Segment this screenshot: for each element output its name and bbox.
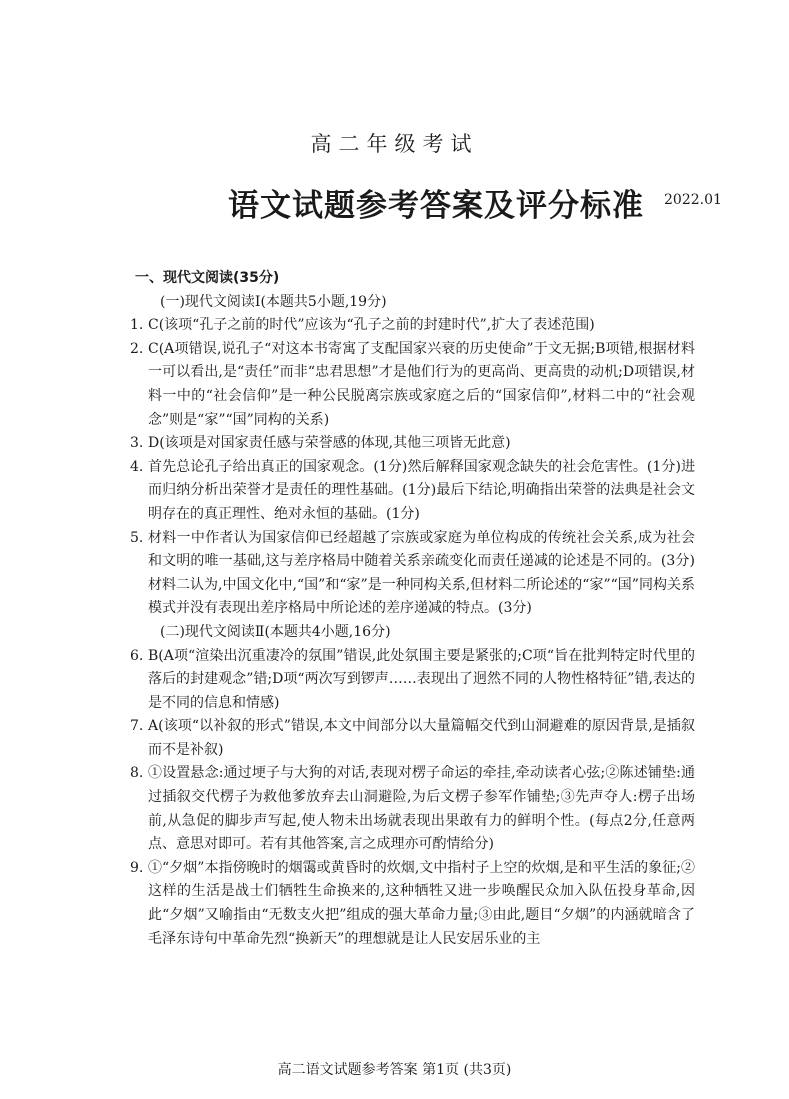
item-number: 4. bbox=[130, 458, 144, 475]
section-heading: 一、现代文阅读(35分) bbox=[135, 270, 280, 286]
document-date: 2022.01 bbox=[664, 192, 722, 208]
item-text: ①“夕烟”本指傍晚时的烟霭或黄昏时的炊烟,文中指村子上空的炊烟,是和平生活的象征;②这样的生活是战士们牺牲生命换来的,这种牺牲又进一步唤醒民众加入队伍投身革命,因此“夕烟”又喻指由“无数支火把”组成的强大革命力量;③由此,题目“夕烟”的内涵就暗含了毛泽东诗句中革命先烈“换新天”的理想就是让人民安居乐业的主 bbox=[148, 859, 695, 947]
document-title: 语文试题参考答案及评分标准 bbox=[228, 188, 644, 224]
answer-item-5 bbox=[130, 527, 695, 621]
answer-item-4 bbox=[130, 456, 695, 527]
answer-item-1 bbox=[130, 314, 695, 338]
answer-item-6 bbox=[130, 645, 695, 716]
item-number: 8. bbox=[130, 765, 144, 782]
answer-item-8 bbox=[130, 762, 695, 856]
item-text: C(该项“孔子之前的时代”应该为“孔子之前的封建时代”,扩大了表述范围) bbox=[148, 317, 595, 334]
answer-item-9 bbox=[130, 857, 695, 951]
item-number: 2. bbox=[130, 340, 144, 357]
item-number: 9. bbox=[130, 859, 144, 876]
item-text: A(该项“以补叙的形式”错误,本文中间部分以大量篇幅交代到山洞避难的原因背景,是插叙而不是补叙) bbox=[148, 718, 695, 758]
item-text: C(A项错误,说孔子“对这本书寄寓了支配国家兴衰的历史使命”于文无据;B项错,根据材料一可以看出,是“责任”而非“忠君思想”才是他们行为的更高尚、更高贵的动机;D项错误,材料一中的“社会信仰”是一种公民脱离宗族或家庭之后的“国家信仰”,材料二中的“社会观念”则是“家”“国”同构的关系) bbox=[148, 340, 695, 428]
answer-item-3 bbox=[130, 432, 695, 456]
subsection-heading-1: (一)现代文阅读Ⅰ(本题共5小题,19分) bbox=[160, 293, 387, 310]
subsection-heading-2: (二)现代文阅读Ⅱ(本题共4小题,16分) bbox=[160, 623, 391, 640]
item-text: D(该项是对国家责任感与荣誉感的体现,其他三项皆无此意) bbox=[148, 435, 511, 452]
item-text: 首先总论孔子给出真正的国家观念。(1分)然后解释国家观念缺失的社会危害性。(1分)进而归纳分析出荣誉才是责任的理性基础。(1分)最后下结论,明确指出荣誉的法典是社会文明存在的真正理性、绝对永恒的基础。(1分) bbox=[148, 458, 695, 522]
answer-item-7 bbox=[130, 715, 695, 762]
item-number: 7. bbox=[130, 718, 144, 735]
exam-grade-heading: 高二年级考试 bbox=[310, 132, 479, 156]
answer-item-2 bbox=[130, 338, 695, 432]
item-number: 3. bbox=[130, 435, 144, 452]
answer-body bbox=[130, 267, 695, 951]
page-footer: 高二语文试题参考答案 第1页 (共3页) bbox=[277, 1062, 512, 1078]
item-number: 1. bbox=[130, 317, 144, 334]
item-text: ①设置悬念:通过埂子与大狗的对话,表现对楞子命运的牵挂,牵动读者心弦;②陈述铺垫:通过插叙交代楞子为救他爹放弃去山洞避险,为后文楞子参军作铺垫;③先声夺人:楞子出场前,从急促的脚步声写起,使人物未出场就表现出果敢有力的鲜明个性。(每点2分,任意两点、意思对即可。若有其他答案,言之成理亦可酌情给分) bbox=[148, 765, 695, 853]
item-number: 5. bbox=[130, 529, 144, 546]
item-number: 6. bbox=[130, 647, 144, 664]
item-text: B(A项“渲染出沉重凄冷的氛围”错误,此处氛围主要是紧张的;C项“旨在批判特定时代里的落后的封建观念”错;D项“两次写到锣声……表现出了迥然不同的人物性格特征”错,表达的是不同的信息和情感) bbox=[148, 647, 695, 711]
item-text: 材料一中作者认为国家信仰已经超越了宗族或家庭为单位构成的传统社会关系,成为社会和文明的唯一基础,这与差序格局中随着关系亲疏变化而责任递减的论述是不同的。(3分)材料二认为,中国文化中,“国”和“家”是一种同构关系,但材料二所论述的“家”“国”同构关系模式并没有表现出差序格局中所论述的差序递减的特点。(3分) bbox=[148, 529, 695, 617]
